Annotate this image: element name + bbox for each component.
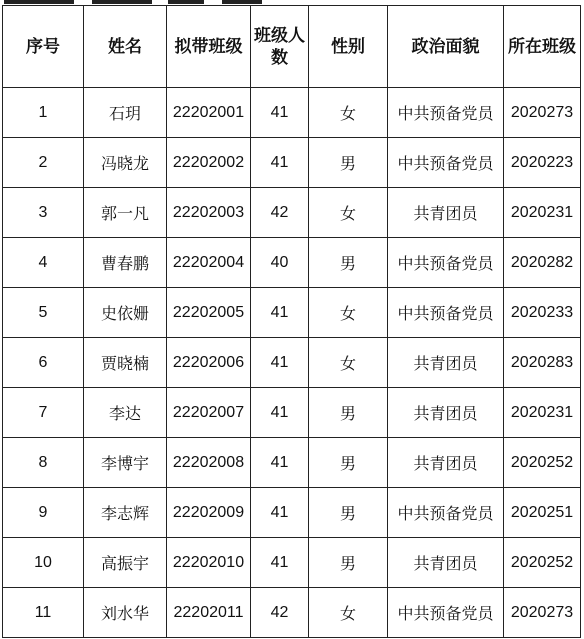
table-row xyxy=(3,188,581,238)
cell-class-id: 22202008 xyxy=(167,438,251,488)
cropped-text-fragment xyxy=(4,0,74,4)
cell-gender: 女 xyxy=(309,188,388,238)
cell-gender: 男 xyxy=(309,388,388,438)
cell-home-class: 2020273 xyxy=(504,88,581,138)
cropped-text-fragment xyxy=(168,0,204,4)
table-row xyxy=(3,438,581,488)
cell-class-id: 22202010 xyxy=(167,538,251,588)
header-political: 政治面貌 xyxy=(388,6,504,88)
table-row xyxy=(3,488,581,538)
cell-name: 曹春鹏 xyxy=(84,238,167,288)
cell-class-size: 41 xyxy=(251,88,309,138)
cell-class-size: 41 xyxy=(251,538,309,588)
table-row xyxy=(3,538,581,588)
cell-class-id: 22202002 xyxy=(167,138,251,188)
cell-name: 史依姗 xyxy=(84,288,167,338)
cropped-text-fragment xyxy=(222,0,262,4)
cell-seq: 7 xyxy=(3,388,84,438)
cell-home-class: 2020231 xyxy=(504,388,581,438)
cell-name: 李博宇 xyxy=(84,438,167,488)
cell-class-id: 22202001 xyxy=(167,88,251,138)
cell-political: 中共预备党员 xyxy=(388,588,504,638)
cell-seq: 11 xyxy=(3,588,84,638)
cell-gender: 女 xyxy=(309,588,388,638)
cell-gender: 女 xyxy=(309,88,388,138)
cell-gender: 男 xyxy=(309,238,388,288)
cell-seq: 1 xyxy=(3,88,84,138)
cell-political: 共青团员 xyxy=(388,388,504,438)
cell-home-class: 2020252 xyxy=(504,538,581,588)
cell-home-class: 2020273 xyxy=(504,588,581,638)
header-row xyxy=(3,6,581,88)
cell-gender: 男 xyxy=(309,438,388,488)
cell-political: 中共预备党员 xyxy=(388,488,504,538)
table-row xyxy=(3,388,581,438)
header-seq: 序号 xyxy=(3,6,84,88)
cell-political: 共青团员 xyxy=(388,438,504,488)
cell-seq: 8 xyxy=(3,438,84,488)
table-row xyxy=(3,288,581,338)
cell-seq: 9 xyxy=(3,488,84,538)
header-name: 姓名 xyxy=(84,6,167,88)
cell-class-id: 22202006 xyxy=(167,338,251,388)
cell-class-size: 42 xyxy=(251,588,309,638)
cell-name: 石玥 xyxy=(84,88,167,138)
cell-seq: 4 xyxy=(3,238,84,288)
cell-political: 中共预备党员 xyxy=(388,238,504,288)
cell-home-class: 2020283 xyxy=(504,338,581,388)
cell-political: 中共预备党员 xyxy=(388,138,504,188)
cell-class-id: 22202004 xyxy=(167,238,251,288)
cell-gender: 男 xyxy=(309,488,388,538)
table-row xyxy=(3,588,581,638)
cell-gender: 女 xyxy=(309,338,388,388)
cell-home-class: 2020231 xyxy=(504,188,581,238)
cell-political: 共青团员 xyxy=(388,338,504,388)
cell-seq: 2 xyxy=(3,138,84,188)
cell-home-class: 2020233 xyxy=(504,288,581,338)
cell-gender: 女 xyxy=(309,288,388,338)
cell-political: 中共预备党员 xyxy=(388,88,504,138)
cell-class-size: 41 xyxy=(251,338,309,388)
header-home-class: 所在班级 xyxy=(504,6,581,88)
cell-home-class: 2020282 xyxy=(504,238,581,288)
cell-name: 李达 xyxy=(84,388,167,438)
cell-class-id: 22202003 xyxy=(167,188,251,238)
cell-class-id: 22202005 xyxy=(167,288,251,338)
cell-seq: 3 xyxy=(3,188,84,238)
header-gender: 性别 xyxy=(309,6,388,88)
cell-gender: 男 xyxy=(309,138,388,188)
table-row xyxy=(3,238,581,288)
cell-name: 郭一凡 xyxy=(84,188,167,238)
cell-name: 高振宇 xyxy=(84,538,167,588)
table-row xyxy=(3,88,581,138)
cell-class-id: 22202009 xyxy=(167,488,251,538)
header-class-id: 拟带班级 xyxy=(167,6,251,88)
cropped-text-fragment xyxy=(92,0,152,4)
cell-political: 共青团员 xyxy=(388,538,504,588)
cell-class-size: 41 xyxy=(251,288,309,338)
cell-seq: 5 xyxy=(3,288,84,338)
cell-class-size: 40 xyxy=(251,238,309,288)
cell-seq: 10 xyxy=(3,538,84,588)
cell-name: 李志辉 xyxy=(84,488,167,538)
cell-class-size: 41 xyxy=(251,388,309,438)
cell-seq: 6 xyxy=(3,338,84,388)
cell-class-size: 41 xyxy=(251,138,309,188)
cell-class-size: 41 xyxy=(251,438,309,488)
cell-class-size: 41 xyxy=(251,488,309,538)
cell-home-class: 2020223 xyxy=(504,138,581,188)
cell-class-size: 42 xyxy=(251,188,309,238)
cell-name: 贾晓楠 xyxy=(84,338,167,388)
header-class-size: 班级人数 xyxy=(251,6,309,88)
table-row xyxy=(3,338,581,388)
cell-home-class: 2020252 xyxy=(504,438,581,488)
cell-gender: 男 xyxy=(309,538,388,588)
cell-political: 中共预备党员 xyxy=(388,288,504,338)
cell-name: 刘水华 xyxy=(84,588,167,638)
cell-political: 共青团员 xyxy=(388,188,504,238)
table-row xyxy=(3,138,581,188)
cell-class-id: 22202011 xyxy=(167,588,251,638)
cell-class-id: 22202007 xyxy=(167,388,251,438)
cell-name: 冯晓龙 xyxy=(84,138,167,188)
cell-home-class: 2020251 xyxy=(504,488,581,538)
class-assignment-table xyxy=(2,5,581,638)
